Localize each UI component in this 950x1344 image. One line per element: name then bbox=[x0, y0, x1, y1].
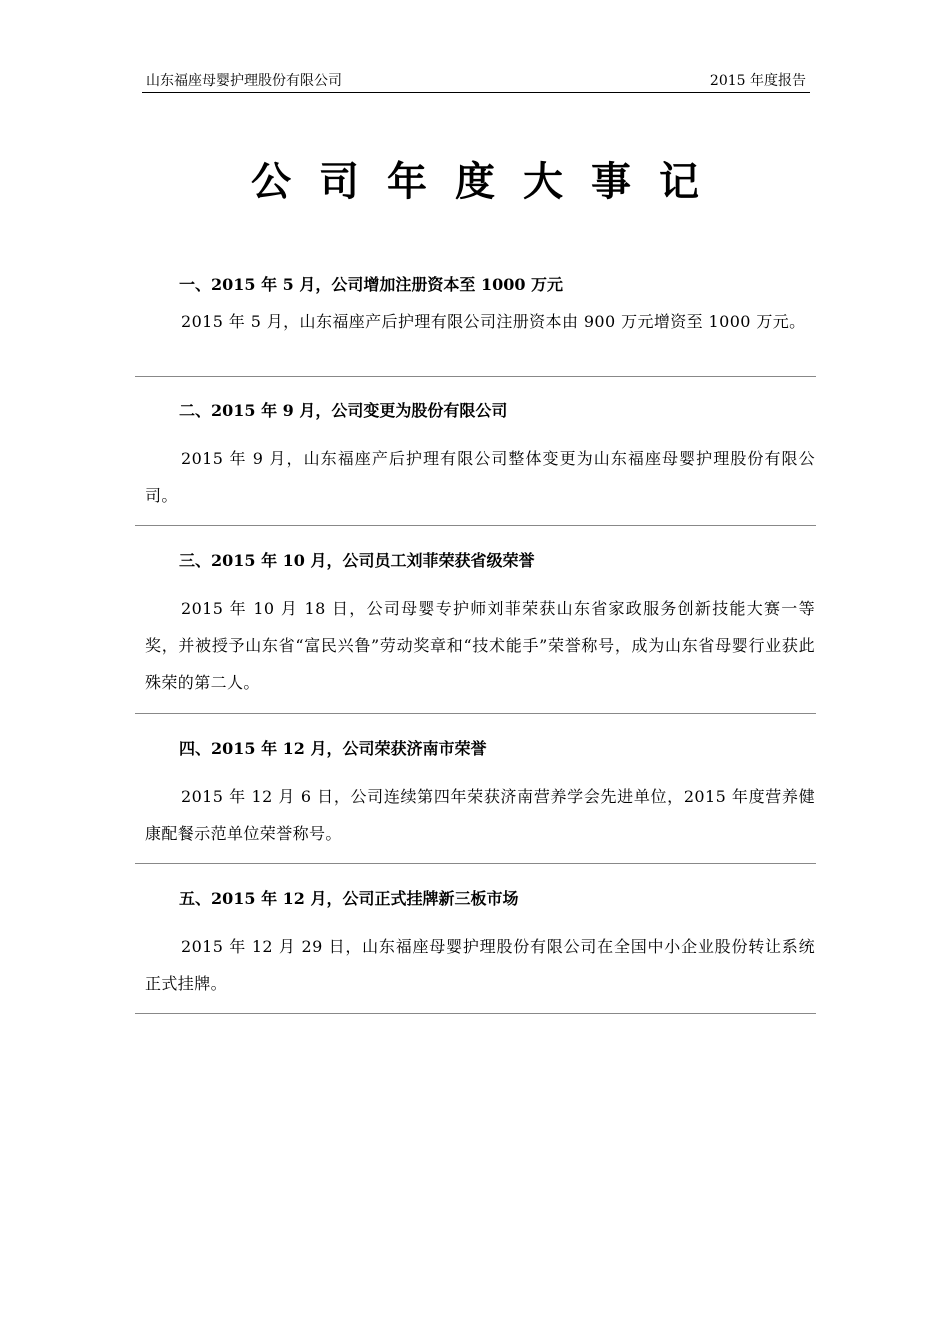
event-heading: 四、2015 年 12 月，公司荣获济南市荣誉 bbox=[179, 739, 487, 758]
event-body: 2015 年 12 月 6 日，公司连续第四年荣获济南营养学会先进单位，2015 年度营养健康配餐示范单位荣誉称号。 bbox=[145, 787, 815, 843]
event-body: 2015 年 12 月 29 日，山东福座母婴护理股份有限公司在全国中小企业股份转让系统正式挂牌。 bbox=[145, 937, 815, 993]
page-title: 公司年度大事记 bbox=[251, 159, 727, 205]
event-heading: 二、2015 年 9 月，公司变更为股份有限公司 bbox=[179, 401, 508, 420]
event-body: 2015 年 9 月，山东福座产后护理有限公司整体变更为山东福座母婴护理股份有限公司。 bbox=[145, 449, 815, 505]
event-body: 2015 年 5 月，山东福座产后护理有限公司注册资本由 900 万元增资至 1000 万元。 bbox=[181, 312, 806, 331]
section-divider bbox=[135, 525, 816, 526]
section-divider bbox=[135, 713, 816, 714]
event-heading: 三、2015 年 10 月，公司员工刘菲荣获省级荣誉 bbox=[179, 551, 535, 570]
event-heading: 五、2015 年 12 月，公司正式挂牌新三板市场 bbox=[179, 889, 519, 908]
header-company-name: 山东福座母婴护理股份有限公司 bbox=[146, 73, 342, 89]
section-divider bbox=[135, 376, 816, 377]
section-divider bbox=[135, 1013, 816, 1014]
event-body: 2015 年 10 月 18 日，公司母婴专护师刘菲荣获山东省家政服务创新技能大赛一等奖，并被授予山东省“富民兴鲁”劳动奖章和“技术能手”荣誉称号，成为山东省母婴行业获此殊荣的第二人。 bbox=[145, 599, 815, 692]
section-divider bbox=[135, 863, 816, 864]
header-report-label: 2015 年度报告 bbox=[709, 73, 806, 89]
page-header bbox=[142, 66, 810, 93]
event-heading: 一、2015 年 5 月，公司增加注册资本至 1000 万元 bbox=[179, 275, 564, 294]
